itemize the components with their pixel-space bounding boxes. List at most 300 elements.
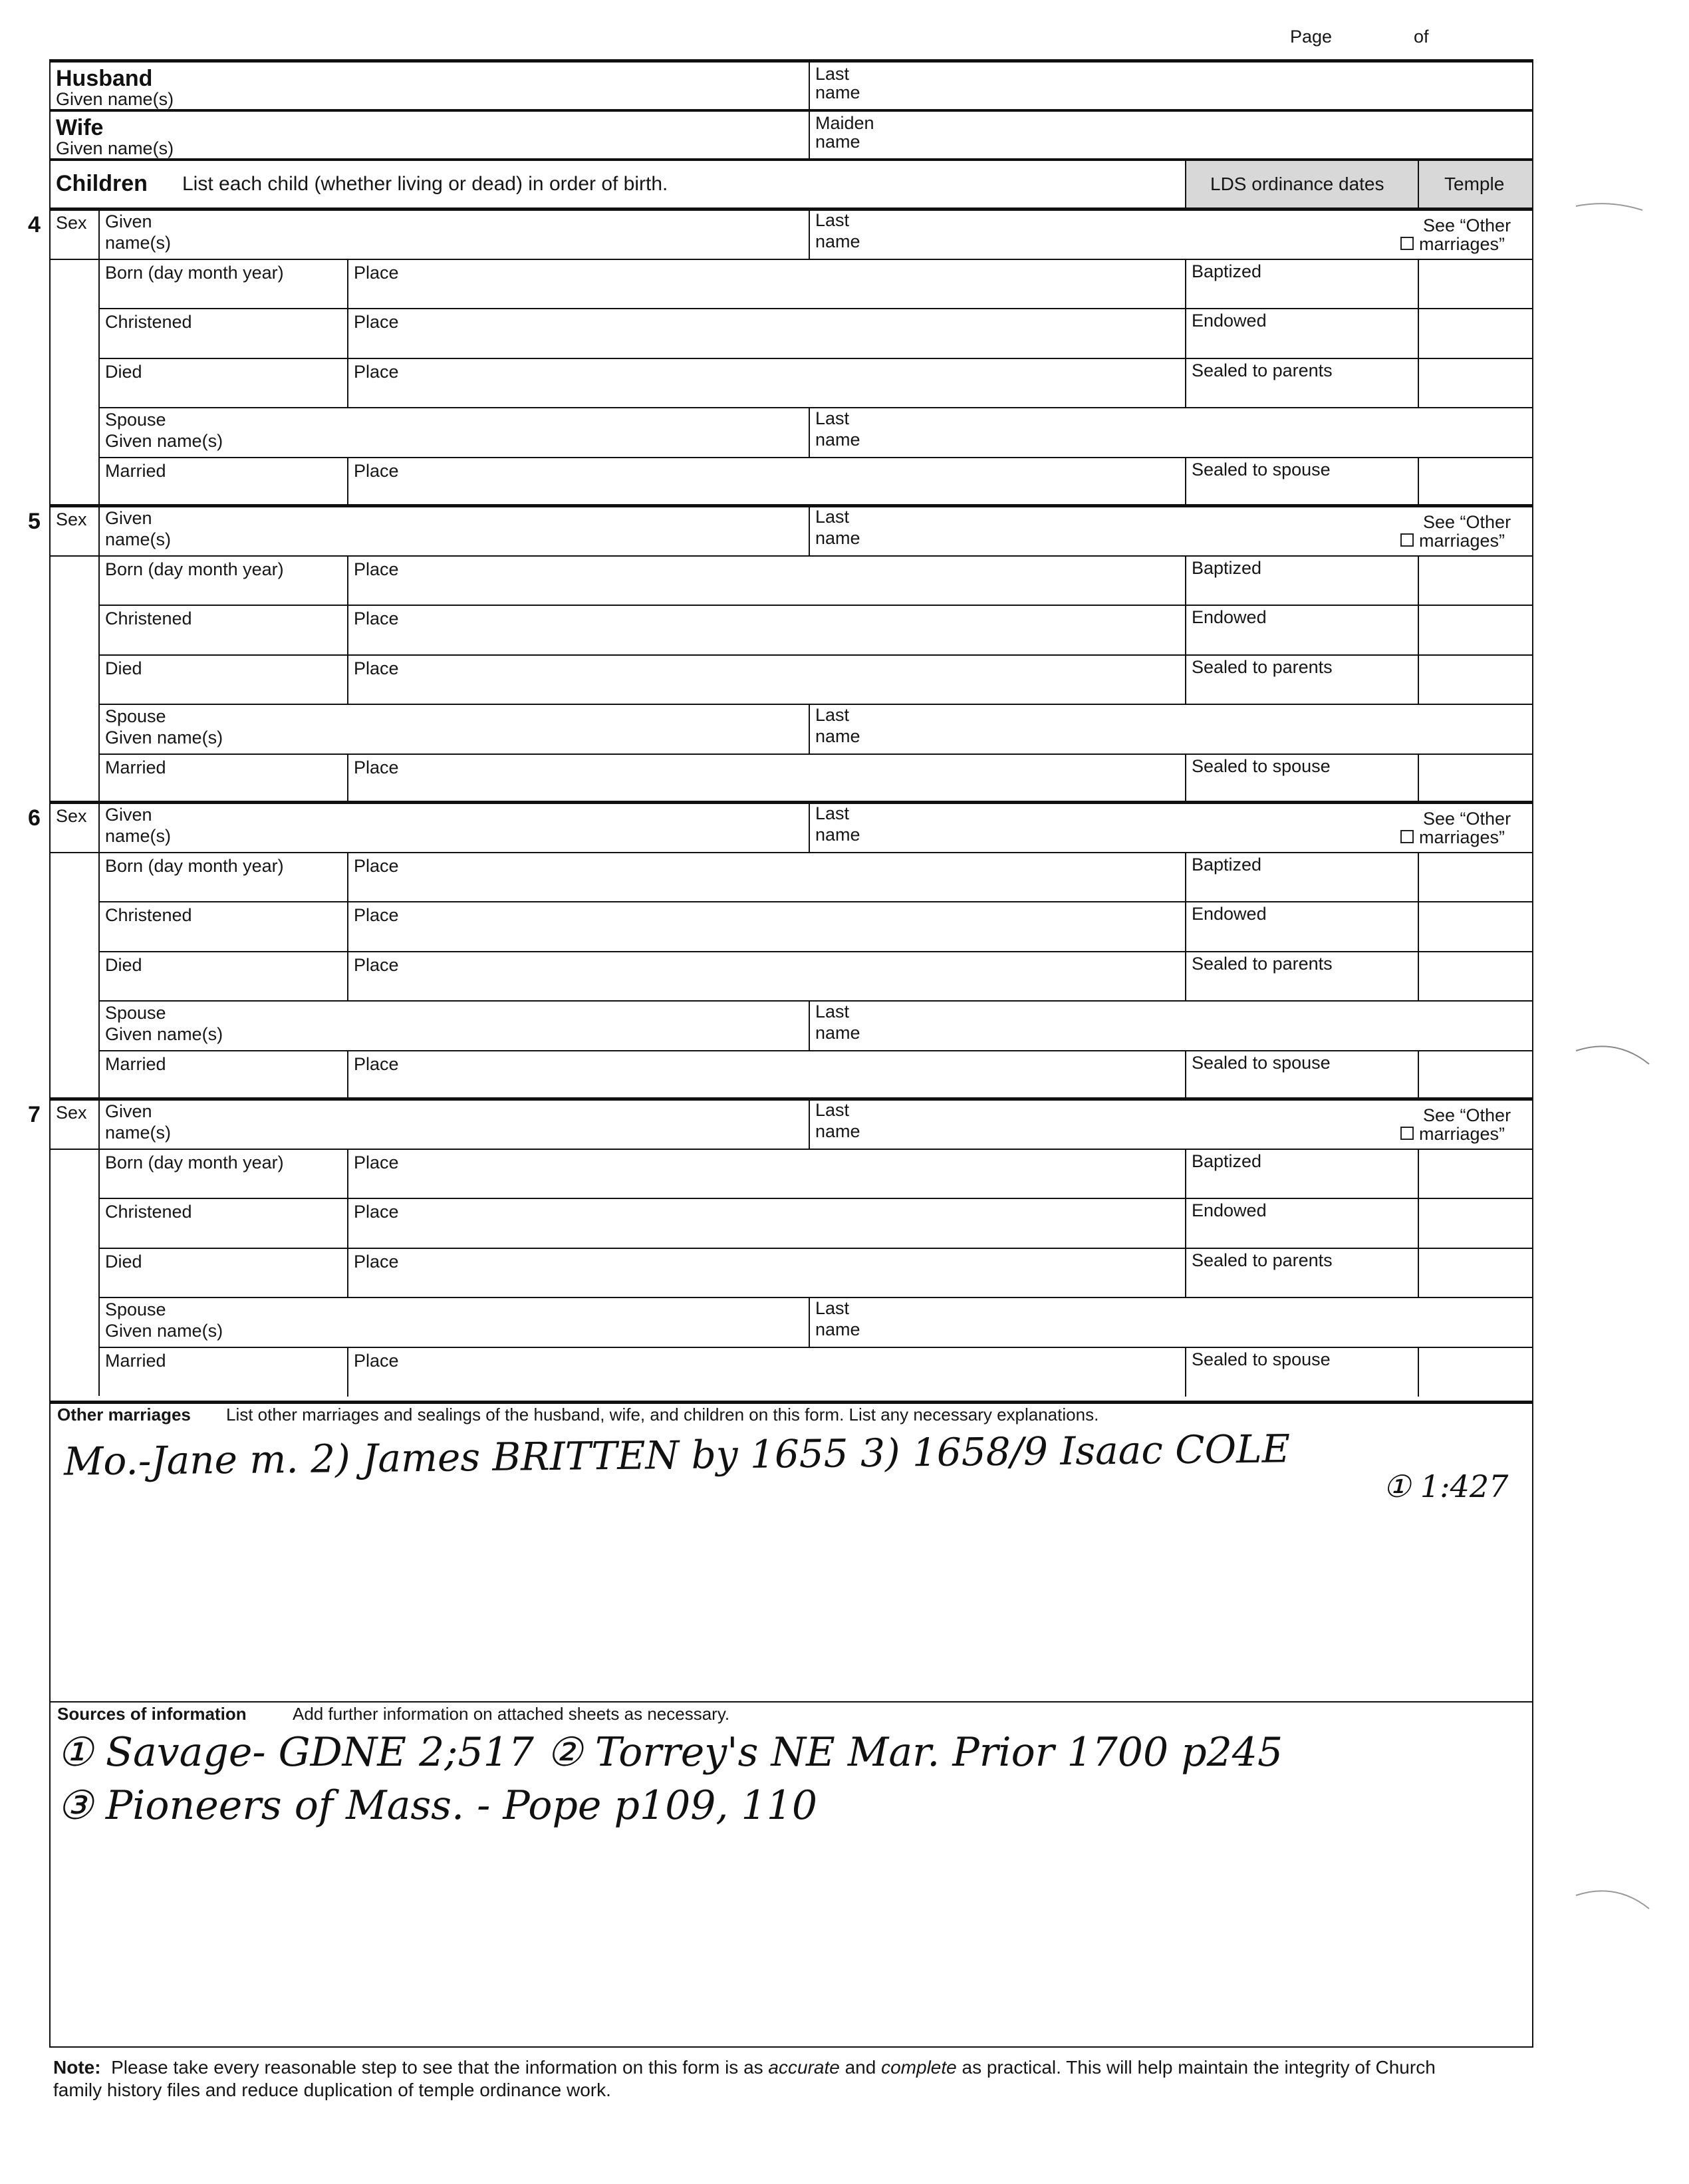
divider <box>1418 1248 1419 1297</box>
divider <box>809 1099 810 1149</box>
left-border <box>49 59 51 2048</box>
divider <box>1418 259 1419 309</box>
baptized-label: Baptized <box>1192 855 1262 875</box>
sealed-to-parents-date-field[interactable] <box>1193 976 1414 998</box>
divider <box>1418 555 1419 605</box>
spouse-label: Spouse <box>105 1003 166 1023</box>
divider <box>49 109 1533 112</box>
row-line <box>98 654 1533 656</box>
sealed-to-spouse-temple-field[interactable] <box>1423 1349 1528 1393</box>
endowed-label: Endowed <box>1192 607 1267 627</box>
row-line <box>49 1149 1533 1150</box>
wife-maiden-label: Maiden <box>815 113 874 133</box>
endowed-date-field[interactable] <box>1193 333 1414 354</box>
given-label: Given <box>105 211 152 231</box>
binder-mark <box>1576 204 1642 210</box>
other-marriages-handwriting: Mo.-Jane m. 2) James BRITTEN by 1655 3) 1658/9 Isaac COLE <box>63 1426 1291 1484</box>
divider <box>1185 1347 1186 1397</box>
child-block-border <box>49 1097 1533 1101</box>
divider <box>347 1347 348 1397</box>
place-label: Place <box>354 856 399 876</box>
children-title: Children <box>56 171 148 196</box>
see-other-marriages-checkbox[interactable] <box>1400 237 1414 250</box>
given-label-2: name(s) <box>105 233 172 253</box>
child-given-field[interactable] <box>213 1101 798 1145</box>
divider <box>347 308 348 358</box>
spouse-given-label: Given name(s) <box>105 1321 223 1341</box>
husband-name-label: name <box>815 82 860 102</box>
divider <box>1418 308 1419 358</box>
married-place-field[interactable] <box>355 1075 1180 1097</box>
divider <box>347 1050 348 1100</box>
row-line <box>98 1198 1533 1199</box>
see-other-marriages-checkbox[interactable] <box>1400 1127 1414 1140</box>
divider <box>1418 358 1419 408</box>
divider <box>1185 308 1186 358</box>
divider <box>809 209 810 259</box>
wife-maiden-field[interactable] <box>878 113 1523 156</box>
born-place-field[interactable] <box>355 1174 1180 1195</box>
sex-field[interactable] <box>55 1125 96 1145</box>
row-line <box>49 259 1533 260</box>
spouse-last-label: Last <box>815 1298 850 1318</box>
spouse-label: Spouse <box>105 1299 166 1319</box>
divider <box>49 1701 1533 1703</box>
note-label: Note: <box>53 2057 101 2078</box>
married-label: Married <box>105 757 166 777</box>
spouse-given-label: Given name(s) <box>105 1024 223 1044</box>
place-label: Place <box>354 757 399 777</box>
married-date-field[interactable] <box>106 1075 343 1097</box>
married-label: Married <box>105 1054 166 1074</box>
spouse-last-field[interactable] <box>878 706 1523 750</box>
divider <box>347 457 348 507</box>
bottom-border <box>49 2046 1533 2048</box>
spouse-given-field[interactable] <box>279 1299 798 1343</box>
other-marriages-instruction: List other marriages and sealings of the husband, wife, and children on this form. List any necessary explanations. <box>226 1405 1099 1425</box>
died-date-field[interactable] <box>106 1273 343 1294</box>
christened-label: Christened <box>105 609 192 628</box>
died-label: Died <box>105 955 142 975</box>
note-text-1a: Please take every reasonable step to see that the information on this form is as <box>111 2057 769 2078</box>
died-date-field[interactable] <box>106 680 343 701</box>
other-marriages-reference: ① 1:427 <box>1383 1468 1509 1504</box>
row-line <box>98 901 1533 902</box>
child-given-field[interactable] <box>213 805 798 849</box>
sources-instruction: Add further information on attached sheets as necessary. <box>293 1704 730 1724</box>
see-other-label: See “Other <box>1423 215 1511 235</box>
child-last-field[interactable] <box>878 508 1383 552</box>
divider <box>347 555 348 605</box>
christened-place-field[interactable] <box>355 926 1180 948</box>
christened-place-field[interactable] <box>355 1223 1180 1244</box>
binder-mark <box>1576 1046 1649 1064</box>
wife-given-field[interactable] <box>213 113 798 156</box>
spouse-last-field[interactable] <box>878 1003 1523 1047</box>
baptized-date-field[interactable] <box>1193 1174 1414 1195</box>
divider <box>1185 1198 1186 1248</box>
married-label: Married <box>105 1351 166 1371</box>
divider <box>1418 852 1419 902</box>
christened-date-field[interactable] <box>106 926 343 948</box>
row-line <box>49 852 1533 853</box>
spouse-last-label-2: name <box>815 1319 860 1339</box>
page-of-label: of <box>1414 27 1429 47</box>
died-place-field[interactable] <box>355 976 1180 998</box>
see-other-label: See “Other <box>1423 1105 1511 1125</box>
other-marriages-field[interactable] <box>53 1423 1529 1696</box>
row-line <box>98 1050 1533 1051</box>
divider <box>1185 1248 1186 1297</box>
divider <box>1185 161 1186 209</box>
see-other-marriages-checkbox[interactable] <box>1400 830 1414 843</box>
spouse-given-field[interactable] <box>279 410 798 454</box>
endowed-label: Endowed <box>1192 311 1267 331</box>
note-line-2: family history files and reduce duplication of temple ordinance work. <box>53 2080 611 2100</box>
sex-field[interactable] <box>55 829 96 849</box>
married-label: Married <box>105 461 166 481</box>
married-place-field[interactable] <box>355 1372 1180 1393</box>
divider <box>347 1248 348 1297</box>
born-label: Born (day month year) <box>105 263 284 283</box>
see-other-label-2: marriages” <box>1419 827 1505 847</box>
binder-mark <box>1576 1891 1649 1909</box>
endowed-label: Endowed <box>1192 1200 1267 1220</box>
christened-date-field[interactable] <box>106 1223 343 1244</box>
divider <box>1185 852 1186 902</box>
sealed-to-parents-label: Sealed to parents <box>1192 1250 1333 1270</box>
divider <box>347 1149 348 1198</box>
given-label-2: name(s) <box>105 1123 172 1143</box>
spouse-given-label: Given name(s) <box>105 728 223 748</box>
sealed-to-spouse-date-field[interactable] <box>1193 1075 1414 1097</box>
temple-label: Temple <box>1444 174 1505 194</box>
note-text-1c: and <box>839 2057 882 2078</box>
sources-handwriting-line-1: ① Savage- GDNE 2;517 ② Torrey's NE Mar. Prior 1700 p245 <box>57 1729 1283 1776</box>
sealed-to-parents-date-field[interactable] <box>1193 680 1414 701</box>
place-label: Place <box>354 609 399 628</box>
child-block-border <box>49 801 1533 804</box>
last-label-2: name <box>815 528 860 548</box>
divider <box>809 802 810 852</box>
child-last-field[interactable] <box>878 211 1383 255</box>
see-other-label-2: marriages” <box>1419 1124 1505 1144</box>
died-label: Died <box>105 1252 142 1272</box>
row-line <box>98 457 1533 458</box>
place-label: Place <box>354 1351 399 1371</box>
born-label: Born (day month year) <box>105 856 284 876</box>
married-date-field[interactable] <box>106 779 343 800</box>
divider <box>1185 555 1186 605</box>
child-given-field[interactable] <box>213 211 798 255</box>
christened-place-field[interactable] <box>355 333 1180 354</box>
wife-title: Wife <box>56 115 104 140</box>
baptized-label: Baptized <box>1192 1151 1262 1171</box>
christened-place-field[interactable] <box>355 630 1180 651</box>
died-date-field[interactable] <box>106 976 343 998</box>
divider <box>1418 457 1419 507</box>
divider <box>347 605 348 654</box>
spouse-last-label: Last <box>815 408 850 428</box>
sex-field[interactable] <box>55 532 96 552</box>
endowed-temple-field[interactable] <box>1423 904 1528 948</box>
given-label-2: name(s) <box>105 826 172 846</box>
christened-date-field[interactable] <box>106 333 343 354</box>
spouse-last-field[interactable] <box>878 1299 1523 1343</box>
died-place-field[interactable] <box>355 383 1180 404</box>
divider <box>1418 605 1419 654</box>
died-label: Died <box>105 658 142 678</box>
married-date-field[interactable] <box>106 482 343 503</box>
divider <box>1185 1149 1186 1198</box>
divider <box>1185 259 1186 309</box>
child-block-border <box>49 207 1533 211</box>
see-other-marriages-checkbox[interactable] <box>1400 533 1414 547</box>
died-label: Died <box>105 362 142 382</box>
endowed-date-field[interactable] <box>1193 630 1414 651</box>
place-label: Place <box>354 312 399 332</box>
died-place-field[interactable] <box>355 1273 1180 1294</box>
husband-given-field[interactable] <box>213 64 798 106</box>
row-line <box>49 555 1533 557</box>
divider <box>1185 951 1186 1001</box>
divider <box>1185 605 1186 654</box>
divider <box>347 654 348 704</box>
baptized-label: Baptized <box>1192 558 1262 578</box>
place-label: Place <box>354 905 399 925</box>
place-label: Place <box>354 1202 399 1222</box>
divider <box>1185 1050 1186 1100</box>
sealed-to-parents-label: Sealed to parents <box>1192 657 1333 677</box>
divider <box>347 753 348 803</box>
place-label: Place <box>354 658 399 678</box>
sealed-to-parents-temple-field[interactable] <box>1423 657 1528 701</box>
sealed-to-spouse-date-field[interactable] <box>1193 482 1414 503</box>
place-label: Place <box>354 1054 399 1074</box>
spouse-given-field[interactable] <box>279 1003 798 1047</box>
sealed-to-spouse-label: Sealed to spouse <box>1192 460 1331 479</box>
spouse-given-field[interactable] <box>279 706 798 750</box>
child-block-border <box>49 504 1533 507</box>
divider <box>1418 951 1419 1001</box>
divider <box>1418 1198 1419 1248</box>
child-number: 4 <box>28 212 41 237</box>
married-date-field[interactable] <box>106 1372 343 1393</box>
note-complete: complete <box>881 2057 957 2078</box>
husband-last-field[interactable] <box>878 64 1523 106</box>
divider <box>809 1000 810 1050</box>
divider <box>1185 457 1186 507</box>
husband-given-label: Given name(s) <box>56 89 174 109</box>
sealed-to-parents-temple-field[interactable] <box>1423 1250 1528 1294</box>
place-label: Place <box>354 461 399 481</box>
died-date-field[interactable] <box>106 383 343 404</box>
children-instruction: List each child (whether living or dead) in order of birth. <box>182 173 668 195</box>
see-other-label-2: marriages” <box>1419 531 1505 551</box>
place-label: Place <box>354 559 399 579</box>
divider <box>1185 654 1186 704</box>
child-number: 5 <box>28 509 41 534</box>
child-last-field[interactable] <box>878 1101 1383 1145</box>
born-place-field[interactable] <box>355 284 1180 305</box>
other-marriages-title: Other marriages <box>57 1405 191 1425</box>
divider <box>1185 901 1186 951</box>
sex-label: Sex <box>56 509 87 529</box>
endowed-date-field[interactable] <box>1193 1223 1414 1244</box>
divider <box>1418 161 1419 209</box>
divider <box>1418 1149 1419 1198</box>
divider <box>809 505 810 555</box>
page-label: Page <box>1290 27 1333 47</box>
married-place-field[interactable] <box>355 482 1180 503</box>
baptized-temple-field[interactable] <box>1423 1151 1528 1195</box>
died-place-field[interactable] <box>355 680 1180 701</box>
spouse-last-label-2: name <box>815 430 860 450</box>
christened-date-field[interactable] <box>106 630 343 651</box>
endowed-temple-field[interactable] <box>1423 311 1528 354</box>
baptized-date-field[interactable] <box>1193 877 1414 898</box>
endowed-temple-field[interactable] <box>1423 1200 1528 1244</box>
row-line <box>98 1248 1533 1249</box>
christened-label: Christened <box>105 312 192 332</box>
divider <box>1418 1050 1419 1100</box>
baptized-temple-field[interactable] <box>1423 558 1528 602</box>
binder-marks <box>1569 186 1689 1982</box>
sealed-to-spouse-date-field[interactable] <box>1193 1372 1414 1393</box>
last-label-2: name <box>815 825 860 845</box>
place-label: Place <box>354 955 399 975</box>
see-other-label-2: marriages” <box>1419 234 1505 254</box>
last-label: Last <box>815 1100 850 1120</box>
divider <box>49 1401 1533 1404</box>
baptized-label: Baptized <box>1192 261 1262 281</box>
row-line <box>98 1347 1533 1348</box>
sources-title: Sources of information <box>57 1704 247 1724</box>
last-label: Last <box>815 210 850 230</box>
row-line <box>98 358 1533 359</box>
last-label-2: name <box>815 1121 860 1141</box>
sealed-to-spouse-temple-field[interactable] <box>1423 1053 1528 1097</box>
divider <box>809 110 810 158</box>
divider <box>1185 358 1186 408</box>
row-line <box>98 308 1533 309</box>
sealed-to-parents-label: Sealed to parents <box>1192 360 1333 380</box>
divider <box>347 901 348 951</box>
see-other-label: See “Other <box>1423 809 1511 829</box>
given-label: Given <box>105 508 152 528</box>
baptized-temple-field[interactable] <box>1423 261 1528 305</box>
row-line <box>98 753 1533 755</box>
place-label: Place <box>354 362 399 382</box>
sealed-to-spouse-temple-field[interactable] <box>1423 460 1528 503</box>
born-date-field[interactable] <box>106 581 343 602</box>
place-label: Place <box>354 1252 399 1272</box>
child-number: 7 <box>28 1102 41 1127</box>
christened-label: Christened <box>105 905 192 925</box>
sealed-to-spouse-label: Sealed to spouse <box>1192 1349 1331 1369</box>
note-text-1e: as practical. This will help maintain the integrity of Church <box>956 2057 1436 2078</box>
divider <box>809 61 810 109</box>
born-date-field[interactable] <box>106 284 343 305</box>
spouse-last-field[interactable] <box>878 410 1523 454</box>
note-accurate: accurate <box>768 2057 840 2078</box>
child-number: 6 <box>28 805 41 831</box>
endowed-temple-field[interactable] <box>1423 607 1528 651</box>
born-place-field[interactable] <box>355 877 1180 898</box>
divider <box>1185 753 1186 803</box>
sex-label: Sex <box>56 806 87 826</box>
spouse-last-label: Last <box>815 705 850 725</box>
sources-handwriting-line-2: ③ Pioneers of Mass. - Pope p109, 110 <box>57 1782 818 1829</box>
last-label-2: name <box>815 231 860 251</box>
place-label: Place <box>354 263 399 283</box>
last-label: Last <box>815 803 850 823</box>
sealed-to-spouse-label: Sealed to spouse <box>1192 756 1331 776</box>
married-place-field[interactable] <box>355 779 1180 800</box>
divider <box>809 1297 810 1347</box>
husband-title: Husband <box>56 66 153 91</box>
sources-field[interactable] <box>53 1722 1529 2042</box>
spouse-last-label: Last <box>815 1002 850 1022</box>
wife-name-label: name <box>815 132 860 152</box>
sealed-to-spouse-date-field[interactable] <box>1193 779 1414 800</box>
baptized-date-field[interactable] <box>1193 581 1414 602</box>
endowed-date-field[interactable] <box>1193 926 1414 948</box>
divider <box>809 407 810 457</box>
divider <box>1418 1347 1419 1397</box>
divider <box>1418 654 1419 704</box>
given-label-2: name(s) <box>105 529 172 549</box>
sealed-to-spouse-temple-field[interactable] <box>1423 756 1528 800</box>
note-line-1 <box>53 2058 1436 2078</box>
baptized-date-field[interactable] <box>1193 284 1414 305</box>
sealed-to-parents-temple-field[interactable] <box>1423 954 1528 998</box>
born-place-field[interactable] <box>355 581 1180 602</box>
divider <box>347 358 348 408</box>
top-border <box>49 59 1533 63</box>
sealed-to-parents-date-field[interactable] <box>1193 383 1414 404</box>
born-date-field[interactable] <box>106 1174 343 1195</box>
given-label: Given <box>105 805 152 825</box>
sex-label: Sex <box>56 213 87 233</box>
born-label: Born (day month year) <box>105 559 284 579</box>
sealed-to-parents-date-field[interactable] <box>1193 1273 1414 1294</box>
spouse-label: Spouse <box>105 410 166 430</box>
baptized-temple-field[interactable] <box>1423 855 1528 898</box>
child-last-field[interactable] <box>878 805 1383 849</box>
row-line <box>98 605 1533 606</box>
sex-label: Sex <box>56 1103 87 1123</box>
divider <box>347 852 348 902</box>
last-label: Last <box>815 507 850 527</box>
child-given-field[interactable] <box>213 508 798 552</box>
divider <box>809 704 810 753</box>
spouse-last-label-2: name <box>815 726 860 746</box>
spouse-label: Spouse <box>105 706 166 726</box>
endowed-label: Endowed <box>1192 904 1267 924</box>
born-label: Born (day month year) <box>105 1153 284 1172</box>
divider <box>347 951 348 1001</box>
spouse-given-label: Given name(s) <box>105 431 223 451</box>
sealed-to-parents-temple-field[interactable] <box>1423 360 1528 404</box>
sex-field[interactable] <box>55 235 96 255</box>
christened-label: Christened <box>105 1202 192 1222</box>
divider <box>1418 753 1419 803</box>
lds-ordinance-dates-label: LDS ordinance dates <box>1210 174 1384 194</box>
divider <box>1418 901 1419 951</box>
born-date-field[interactable] <box>106 877 343 898</box>
divider <box>347 259 348 309</box>
